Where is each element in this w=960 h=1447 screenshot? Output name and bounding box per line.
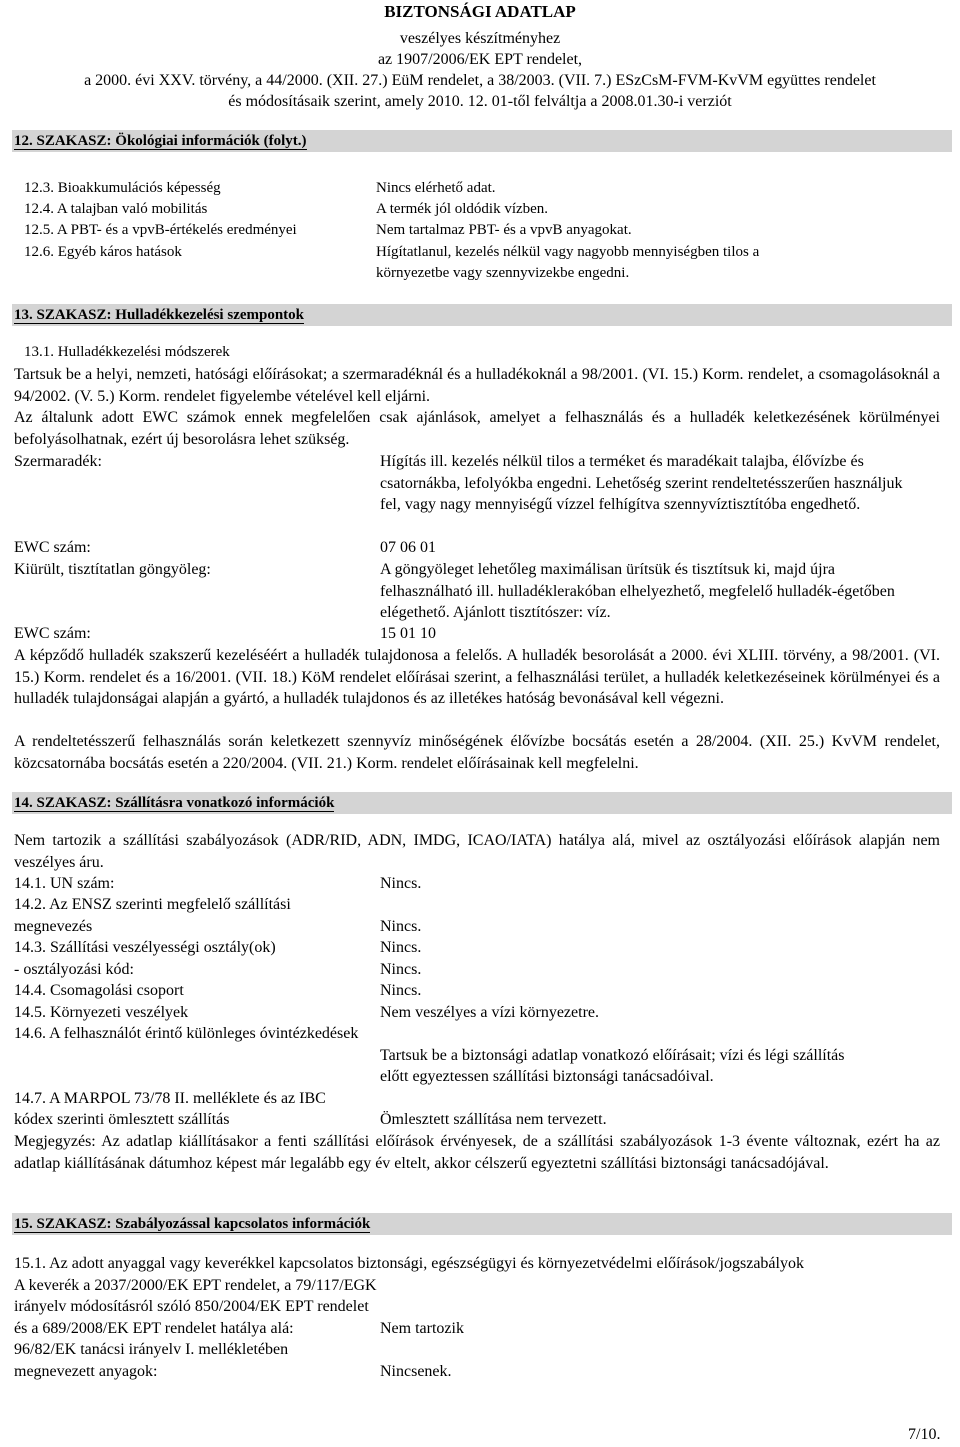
sec12-row-value: Nem tartalmaz PBT- és a vpvB anyagokat. <box>376 222 632 238</box>
sec12-row-label: 12.3. Bioakkumulációs képesség <box>24 180 221 196</box>
sec12-row-label: 12.5. A PBT- és a vpvB-értékelés eredményei <box>24 222 297 238</box>
sec12-row-value: A termék jól oldódik vízben. <box>376 201 549 217</box>
sec12-row-label: 12.4. A talajban való mobilitás <box>24 201 208 217</box>
document-title: BIZTONSÁGI ADATLAP <box>384 2 576 21</box>
shipping-name-label: 14.2. Az ENSZ szerinti megfelelő szállítási <box>14 896 291 913</box>
sec13-paragraph-2: Az általunk adott EWC számok ennek megfelelően csak ajánlások, amelyet a felhasználás és a hulladék keletkezésének körülményei befolyásolhatnak, ezért új besorolásra lehet szükség. <box>14 409 940 448</box>
section-15-heading: 15. SZAKASZ: Szabályozással kapcsolatos információk <box>12 1213 952 1235</box>
section-14-heading: 14. SZAKASZ: Szállításra vonatkozó információk <box>12 792 952 814</box>
env-hazard-label: 14.5. Környezeti veszélyek <box>14 1004 189 1021</box>
header-line-2: az 1907/2006/EK EPT rendelet, <box>377 51 583 68</box>
sec15-line: 96/82/EK tanácsi irányelv I. mellékletében <box>14 1341 289 1358</box>
un-number-label: 14.1. UN szám: <box>14 875 115 892</box>
sec15-subheading: 15.1. Az adott anyaggal vagy keverékkel kapcsolatos biztonsági, egészségügyi és környezetvédelmi előírások/jogszabályok <box>14 1255 804 1272</box>
special-precautions-value: Tartsuk be a biztonsági adatlap vonatkozó előírásait; vízi és légi szállítás <box>380 1047 845 1064</box>
section-12-heading: 12. SZAKASZ: Ökológiai információk (folyt.) <box>12 130 952 152</box>
ewc-value: 07 06 01 <box>380 539 436 556</box>
sec15-line: irányelv módosításról szóló 850/2004/EK EPT rendelet <box>14 1298 369 1315</box>
hazard-class-label: 14.3. Szállítási veszélyességi osztály(ok) <box>14 939 276 956</box>
header-line-1: veszélyes készítményhez <box>399 30 561 47</box>
sec13-paragraph-1: Tartsuk be a helyi, nemzeti, hatósági előírásokat; a szermaradéknál és a hulladékoknál a 98/2001. (VI. 15.) Korm. rendelet, a csomagolásoknál a 94/2002. (V. 5.) Korm. rendelet figyelembe vételével kell eljárni. <box>14 366 940 405</box>
packing-group-label: 14.4. Csomagolási csoport <box>14 982 184 999</box>
sec15-value: Nem tartozik <box>380 1320 464 1337</box>
sec15-value: Nincsenek. <box>380 1363 452 1380</box>
ewc-label: EWC szám: <box>14 539 91 556</box>
sec12-row-value-continued: környezetbe vagy szennyvizekbe engedni. <box>376 265 630 281</box>
sec12-row-value: Nincs elérhető adat. <box>376 180 496 196</box>
shipping-name-value: Nincs. <box>380 918 422 935</box>
classification-code-value: Nincs. <box>380 961 422 978</box>
sec14-intro: Nem tartozik a szállítási szabályozások (ADR/RID, ADN, IMDG, ICAO/IATA) hatálya alá, mivel az osztályozási előírások alapján nem veszélyes áru. <box>14 832 940 871</box>
section-13-heading: 13. SZAKASZ: Hulladékkezelési szempontok <box>12 304 952 326</box>
special-precautions-value-cont: előtt egyeztessen szállítási biztonsági tanácsadóival. <box>380 1068 714 1085</box>
szermaradek-label: Szermaradék: <box>14 453 102 470</box>
sec12-row-label: 12.6. Egyéb káros hatások <box>24 244 182 260</box>
hazard-class-value: Nincs. <box>380 939 422 956</box>
sec15-line: A keverék a 2037/2000/EK EPT rendelet, a 79/117/EGK <box>14 1277 377 1294</box>
classification-code-label: - osztályozási kód: <box>14 961 134 978</box>
shipping-name-label-cont: megnevezés <box>14 918 93 935</box>
marpol-value: Ömlesztett szállítása nem tervezett. <box>380 1111 607 1128</box>
sec15-line: megnevezett anyagok: <box>14 1363 158 1380</box>
sec13-paragraph-3: A képződő hulladék szakszerű kezeléséért a hulladék tulajdonosa a felelős. A hulladék besorolását a 2000. évi XLIII. törvény, a 98/2001. (VI. 15.) Korm. rendelet és a 16/2001. (VII. 18.) KöM rendelet előírásai szerint, a felhasználási terület, a hulladék keletkezéseinek körülményei és a hulladék tulajdonságai alapján a gyártó, a hulladék tulajdonos és az illetékes hatóság bevonásával kell végezni. <box>14 647 940 707</box>
marpol-label-cont: kódex szerinti ömlesztett szállítás <box>14 1111 230 1128</box>
szermaradek-text: Hígítás ill. kezelés nélkül tilos a terméket és maradékait talajba, élővízbe és csatornákba, lefolyókba engedni. Lehetőség szerint rendeltetésszerűen használjuk fel, vagy nagy mennyiségű vízzel felhígítva szennyvíztisztítóba engedhető. <box>380 453 903 513</box>
sec14-note: Megjegyzés: Az adatlap kiállításakor a fenti szállítási előírások érvényesek, de a szállítási szabályozások 1-3 évente változnak, ezért ha az adatlap kiállításának dátumhoz képest már legalább egy év eltelt, akkor célszerű egyeztetni szállítási biztonsági tanácsadójával. <box>14 1133 940 1172</box>
page-number: 7/10. <box>908 1426 941 1443</box>
ewc-value: 15 01 10 <box>380 625 436 642</box>
special-precautions-label: 14.6. A felhasználót érintő különleges óvintézkedések <box>14 1025 359 1042</box>
env-hazard-value: Nem veszélyes a vízi környezetre. <box>380 1004 600 1021</box>
un-number-value: Nincs. <box>380 875 422 892</box>
kiurult-text: A göngyöleget lehetőleg maximálisan ürítsük és tisztítsuk ki, majd újra felhasználható ill. hulladéklerakóban elhelyezhető, megfelelő hulladék-égetőben elégethető. Ajánlott tisztítószer: víz. <box>380 561 895 621</box>
kiurult-label: Kiürült, tisztítatlan göngyöleg: <box>14 561 211 578</box>
sec13-subheading: 13.1. Hulladékkezelési módszerek <box>24 344 230 360</box>
sec15-line: és a 689/2008/EK EPT rendelet hatálya alá: <box>14 1320 294 1337</box>
sec12-row-value: Hígítatlanul, kezelés nélkül vagy nagyobb mennyiségben tilos a <box>376 244 760 260</box>
header-line-3: a 2000. évi XXV. törvény, a 44/2000. (XII. 27.) EüM rendelet, a 38/2003. (VII. 7.) ESzCsM-FVM-KvVM együttes rendelet <box>84 72 876 89</box>
packing-group-value: Nincs. <box>380 982 422 999</box>
header-line-4: és módosításaik szerint, amely 2010. 12. 01-től felváltja a 2008.01.30-i verziót <box>228 93 732 110</box>
marpol-label: 14.7. A MARPOL 73/78 II. melléklete és az IBC <box>14 1090 326 1107</box>
ewc-label: EWC szám: <box>14 625 91 642</box>
sec13-paragraph-4: A rendeltetésszerű felhasználás során keletkezett szennyvíz minőségének élővízbe bocsátás esetén a 28/2004. (XII. 25.) KvVM rendelet, közcsatornába bocsátás esetén a 220/2004. (VII. 21.) Korm. rendelet előírásainak kell megfelelni. <box>14 733 940 772</box>
